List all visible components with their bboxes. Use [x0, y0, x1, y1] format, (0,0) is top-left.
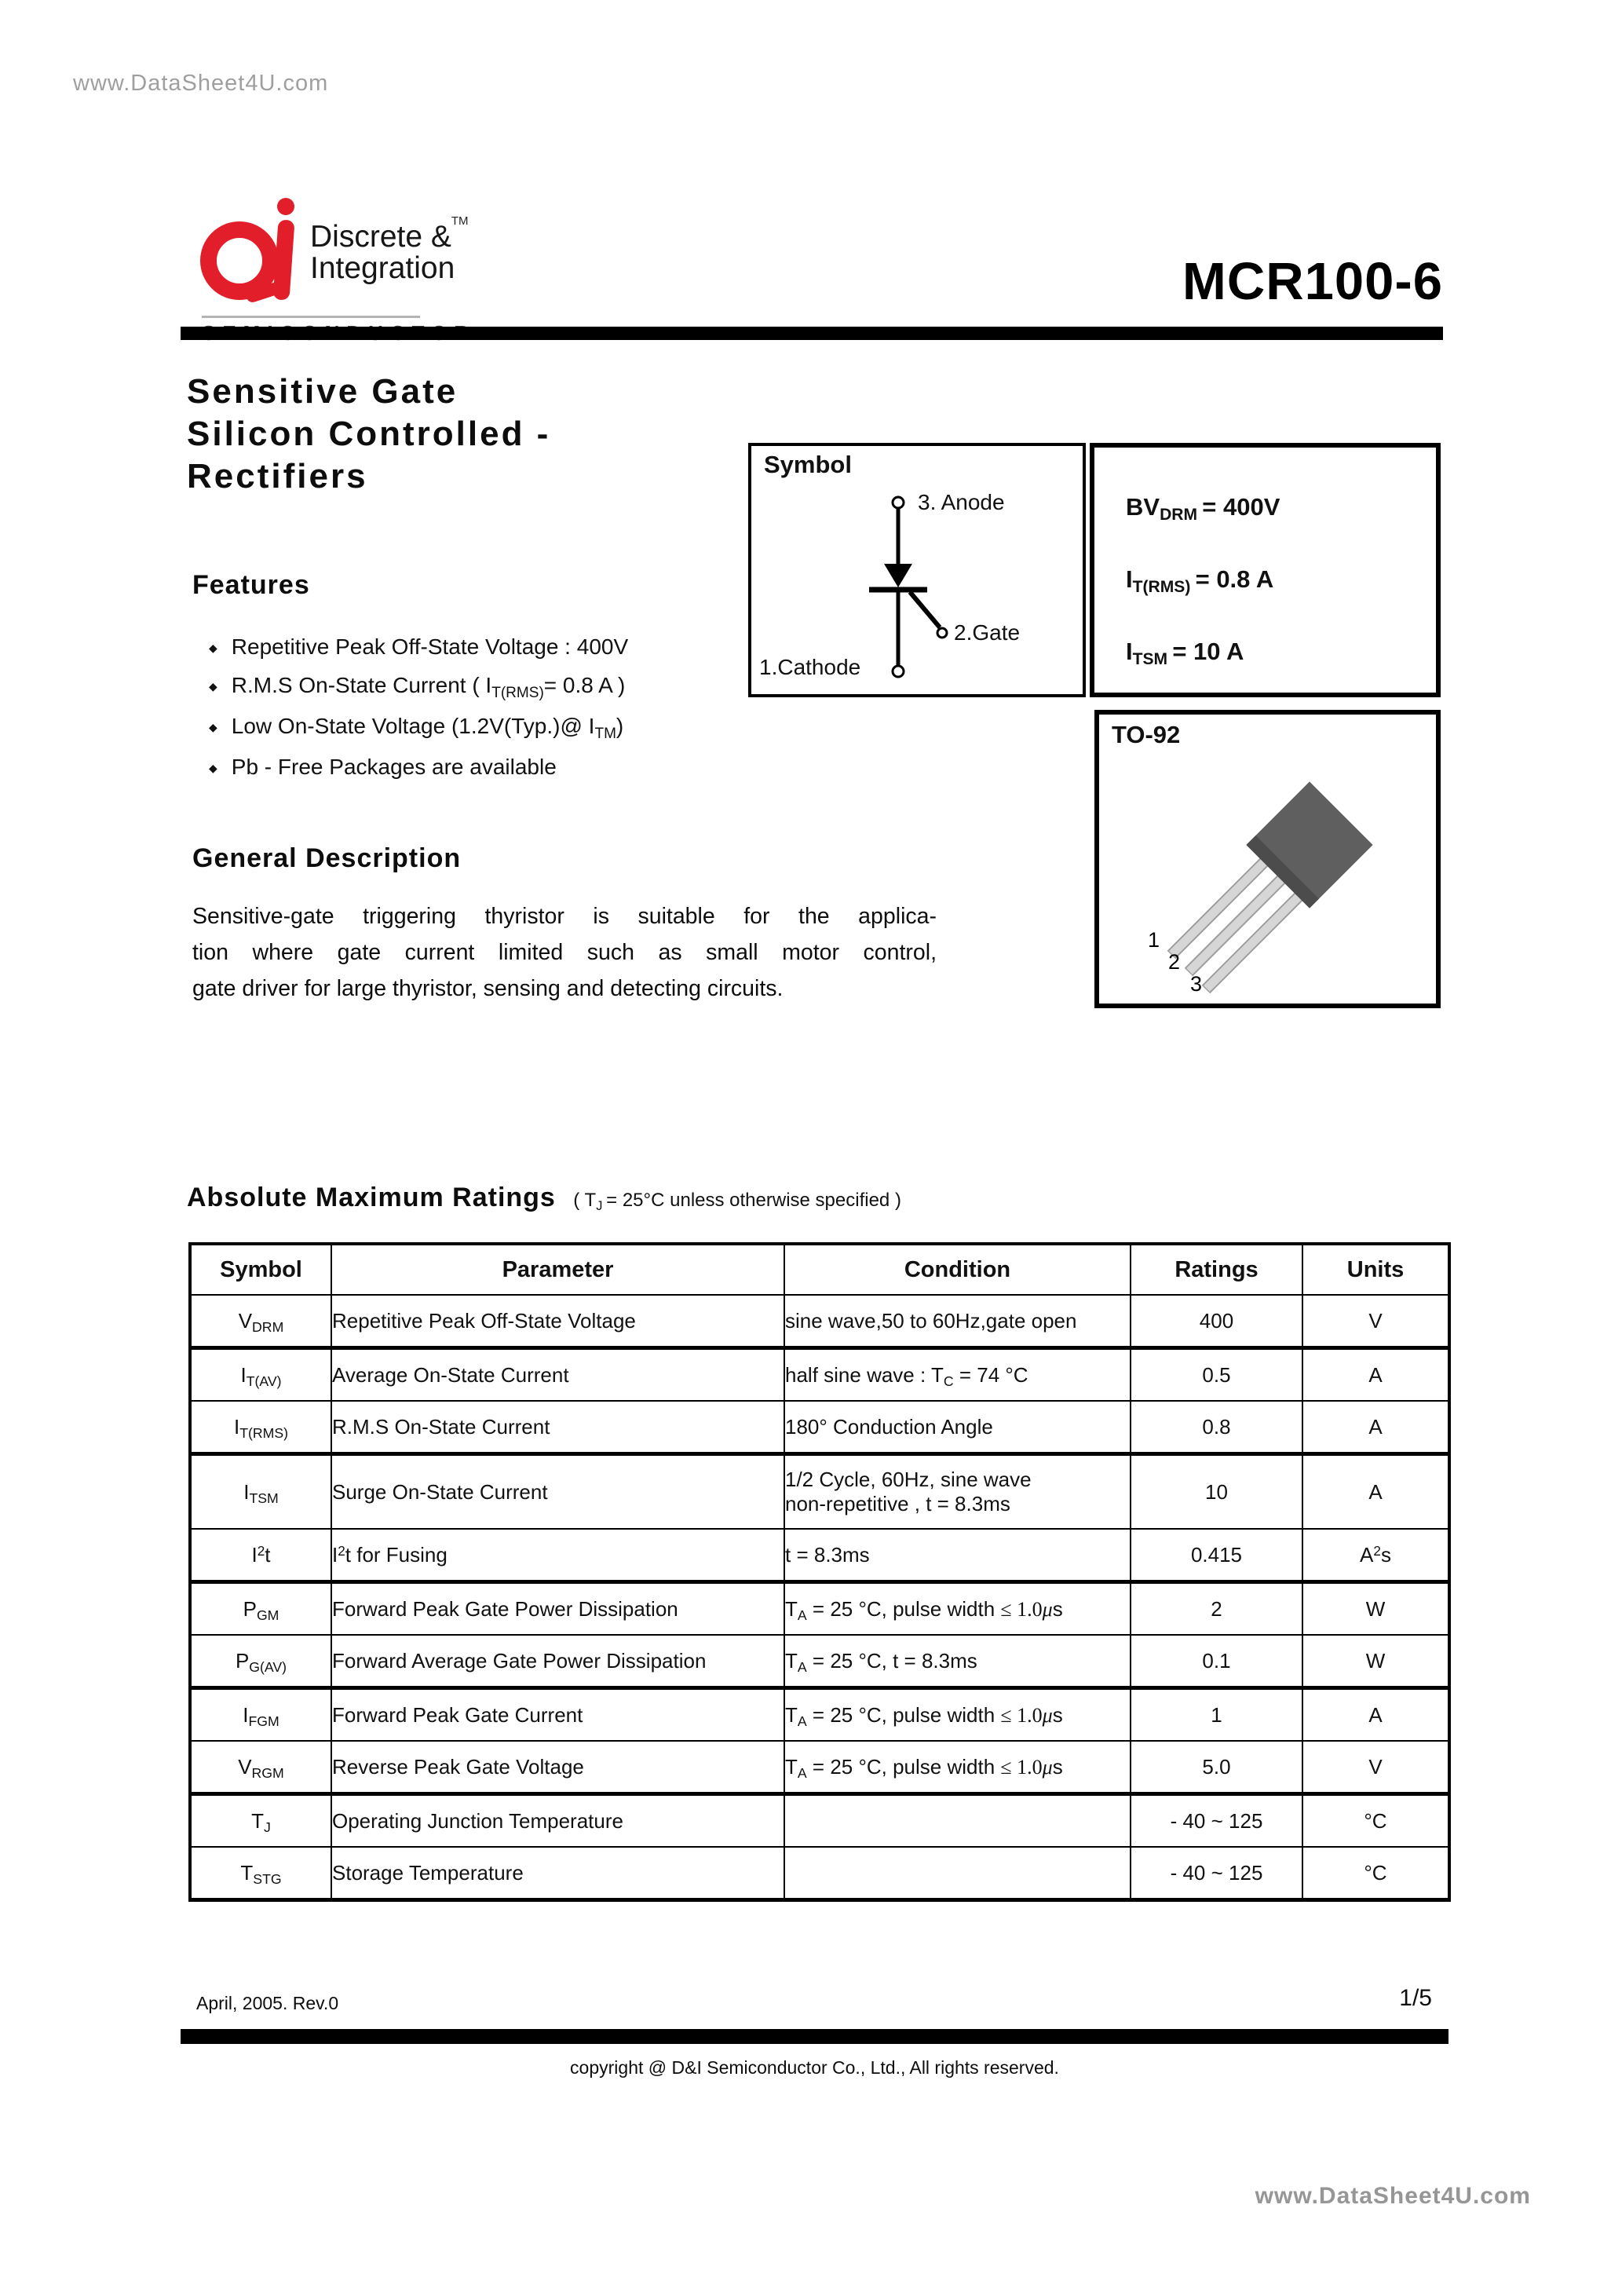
part-number-title: MCR100-6: [1182, 252, 1443, 311]
cell-parameter: Forward Average Gate Power Dissipation: [331, 1635, 784, 1688]
cell-parameter: Operating Junction Temperature: [331, 1794, 784, 1848]
cell-unit: V: [1302, 1295, 1449, 1348]
cell-unit: A: [1302, 1401, 1449, 1454]
cell-rating: 0.8: [1131, 1401, 1302, 1454]
cell-condition: 180° Conduction Angle: [784, 1401, 1131, 1454]
feature-item-text: Low On-State Voltage (1.2V(Typ.)@ $I_{TM}$): [231, 714, 624, 742]
cell-symbol: $T_J$: [190, 1794, 331, 1848]
logo-line1: Discrete &: [310, 220, 451, 254]
cell-rating: 10: [1131, 1454, 1302, 1530]
cell-parameter: Storage Temperature: [331, 1847, 784, 1900]
cell-unit: °C: [1302, 1847, 1449, 1900]
general-description-heading: General Description: [192, 843, 462, 873]
features-heading: Features: [192, 570, 310, 600]
cell-parameter: Repetitive Peak Off-State Voltage: [331, 1295, 784, 1348]
header-rule: [181, 327, 1443, 340]
table-row: [190, 1454, 1449, 1530]
logo-line2: Integration: [310, 251, 455, 285]
footer-revision: April, 2005. Rev.0: [196, 1993, 339, 2013]
feature-item: [209, 748, 628, 787]
cell-symbol: $T_{STG}$: [190, 1847, 331, 1900]
cell-parameter: Forward Peak Gate Power Dissipation: [331, 1582, 784, 1636]
column-header-units: Units: [1302, 1244, 1449, 1295]
cell-rating: 0.5: [1131, 1348, 1302, 1402]
abs-max-note: ( $T_J = 25^\circ C$ unless otherwise specified ): [573, 1190, 901, 1213]
general-description-line: Sensitive-gate triggering thyristor is suitable for the applica-: [192, 904, 937, 929]
feature-item-text: Pb - Free Packages are available: [231, 755, 557, 779]
cell-symbol: $P_{G(AV)}$: [190, 1635, 331, 1688]
cell-symbol: $I_{TSM}$: [190, 1454, 331, 1530]
rating-line: $I_{TSM} = 10$ A: [1126, 638, 1244, 669]
cell-unit: V: [1302, 1741, 1449, 1794]
cell-symbol: $I^2t$: [190, 1529, 331, 1582]
cell-parameter: Average On-State Current: [331, 1348, 784, 1402]
table-header-row: [190, 1244, 1449, 1295]
logo-divider: [202, 316, 420, 318]
cell-rating: 400: [1131, 1295, 1302, 1348]
cell-condition: [784, 1794, 1131, 1848]
cell-condition: $T_A = 25$ °C, pulse width ≤ 1.0μs: [784, 1741, 1131, 1794]
abs-max-heading: Absolute Maximum Ratings: [187, 1183, 556, 1212]
feature-item: [209, 628, 628, 667]
cell-condition: t = 8.3ms: [784, 1529, 1131, 1582]
cell-symbol: $I_{T(RMS)}$: [190, 1401, 331, 1454]
table-row: [190, 1529, 1449, 1582]
cell-symbol: $I_{T(AV)}$: [190, 1348, 331, 1402]
diamond-bullet-icon: ◆: [209, 762, 217, 774]
symbol-box-label: Symbol: [764, 451, 852, 478]
footer-copyright: copyright @ D&I Semiconductor Co., Ltd., All rights reserved.: [570, 2057, 1059, 2078]
cathode-label: 1.Cathode: [759, 655, 861, 679]
diamond-bullet-icon: ◆: [209, 680, 217, 693]
table-row: [190, 1295, 1449, 1348]
general-description-line: gate driver for large thyristor, sensing and detecting circuits.: [192, 976, 784, 1001]
pin-2-label: 2: [1168, 950, 1181, 974]
cell-symbol: $I_{FGM}$: [190, 1688, 331, 1742]
abs-max-table: [188, 1242, 1451, 1902]
cell-condition: $T_A = 25$ °C, pulse width ≤ 1.0μs: [784, 1688, 1131, 1742]
footer-rule: [181, 2029, 1448, 2044]
cell-rating: 5.0: [1131, 1741, 1302, 1794]
document-title-line: Rectifiers: [187, 457, 368, 495]
table-row: [190, 1794, 1449, 1848]
package-box: [1094, 710, 1441, 1008]
cell-condition: [784, 1847, 1131, 1900]
cell-symbol: $V_{RGM}$: [190, 1741, 331, 1794]
cell-condition: $T_A = 25$ °C, pulse width ≤ 1.0μs: [784, 1582, 1131, 1636]
cell-parameter: Reverse Peak Gate Voltage: [331, 1741, 784, 1794]
watermark-bottom: www.DataSheet4U.com: [1255, 2183, 1531, 2209]
diamond-bullet-icon: ◆: [209, 642, 217, 654]
table-row: [190, 1401, 1449, 1454]
footer-page-number: 1/5: [1399, 1985, 1432, 2011]
cell-condition: half sine wave : $T_C = 74$ °C: [784, 1348, 1131, 1402]
cell-unit: W: [1302, 1582, 1449, 1636]
feature-item-text: Repetitive Peak Off-State Voltage : 400V: [231, 634, 629, 659]
document-title-line: Silicon Controlled -: [187, 415, 551, 453]
document-title: [187, 371, 550, 498]
cell-symbol: $P_{GM}$: [190, 1582, 331, 1636]
cell-rating: - 40 ~ 125: [1131, 1794, 1302, 1848]
cell-condition: sine wave,50 to 60Hz,gate open: [784, 1295, 1131, 1348]
key-ratings-box: [1090, 443, 1441, 697]
column-header-ratings: Ratings: [1131, 1244, 1302, 1295]
cell-parameter: $I^2t$ for Fusing: [331, 1529, 784, 1582]
cell-rating: 2: [1131, 1582, 1302, 1636]
pin-1-label: 1: [1148, 928, 1160, 952]
cell-rating: 1: [1131, 1688, 1302, 1742]
logo-text: [310, 206, 469, 284]
cell-condition: 1/2 Cycle, 60Hz, sine wave non-repetitive , t = 8.3ms: [784, 1454, 1131, 1530]
column-header-condition: Condition: [784, 1244, 1131, 1295]
column-header-symbol: Symbol: [190, 1244, 331, 1295]
cell-unit: $A^2s$: [1302, 1529, 1449, 1582]
cell-unit: °C: [1302, 1794, 1449, 1848]
watermark-top: www.DataSheet4U.com: [73, 71, 329, 96]
document-title-line: Sensitive Gate: [187, 372, 458, 411]
trademark-symbol: TM: [451, 214, 469, 228]
anode-label: 3. Anode: [918, 490, 1005, 514]
cell-rating: 0.415: [1131, 1529, 1302, 1582]
feature-item-text: R.M.S On-State Current ( $I_{T(RMS)}= 0.8$ A ): [231, 673, 626, 701]
to92-package-drawing: [1099, 715, 1436, 1004]
logo-mark-icon: [200, 201, 306, 303]
table-row: [190, 1847, 1449, 1900]
symbol-box: [748, 443, 1086, 697]
cell-unit: A: [1302, 1688, 1449, 1742]
pin-3-label: 3: [1190, 972, 1203, 996]
cell-parameter: R.M.S On-State Current: [331, 1401, 784, 1454]
cell-rating: 0.1: [1131, 1635, 1302, 1688]
column-header-parameter: Parameter: [331, 1244, 784, 1295]
cell-symbol: $V_{DRM}$: [190, 1295, 331, 1348]
rating-line: $BV_{DRM} = 400V$: [1126, 493, 1280, 525]
table-row: [190, 1688, 1449, 1742]
table-row: [190, 1348, 1449, 1402]
gate-label: 2.Gate: [954, 620, 1021, 645]
rating-line: $I_{T(RMS)} = 0.8$ A: [1126, 565, 1274, 597]
table-row: [190, 1582, 1449, 1636]
cell-rating: - 40 ~ 125: [1131, 1847, 1302, 1900]
cell-condition: $T_A = 25$ °C, t = 8.3ms: [784, 1635, 1131, 1688]
abs-max-heading-row: [187, 1183, 901, 1213]
features-list: [209, 628, 628, 787]
general-description-text: [192, 898, 937, 1007]
cell-parameter: Forward Peak Gate Current: [331, 1688, 784, 1742]
package-box-label: TO-92: [1112, 721, 1181, 748]
table-row: [190, 1635, 1449, 1688]
diamond-bullet-icon: ◆: [209, 721, 217, 733]
table-row: [190, 1741, 1449, 1794]
general-description-line: tion where gate current limited such as small motor control,: [192, 940, 937, 965]
cell-parameter: Surge On-State Current: [331, 1454, 784, 1530]
cell-unit: W: [1302, 1635, 1449, 1688]
feature-item: [209, 707, 628, 748]
feature-item: [209, 667, 628, 707]
cell-unit: A: [1302, 1454, 1449, 1530]
cell-unit: A: [1302, 1348, 1449, 1402]
